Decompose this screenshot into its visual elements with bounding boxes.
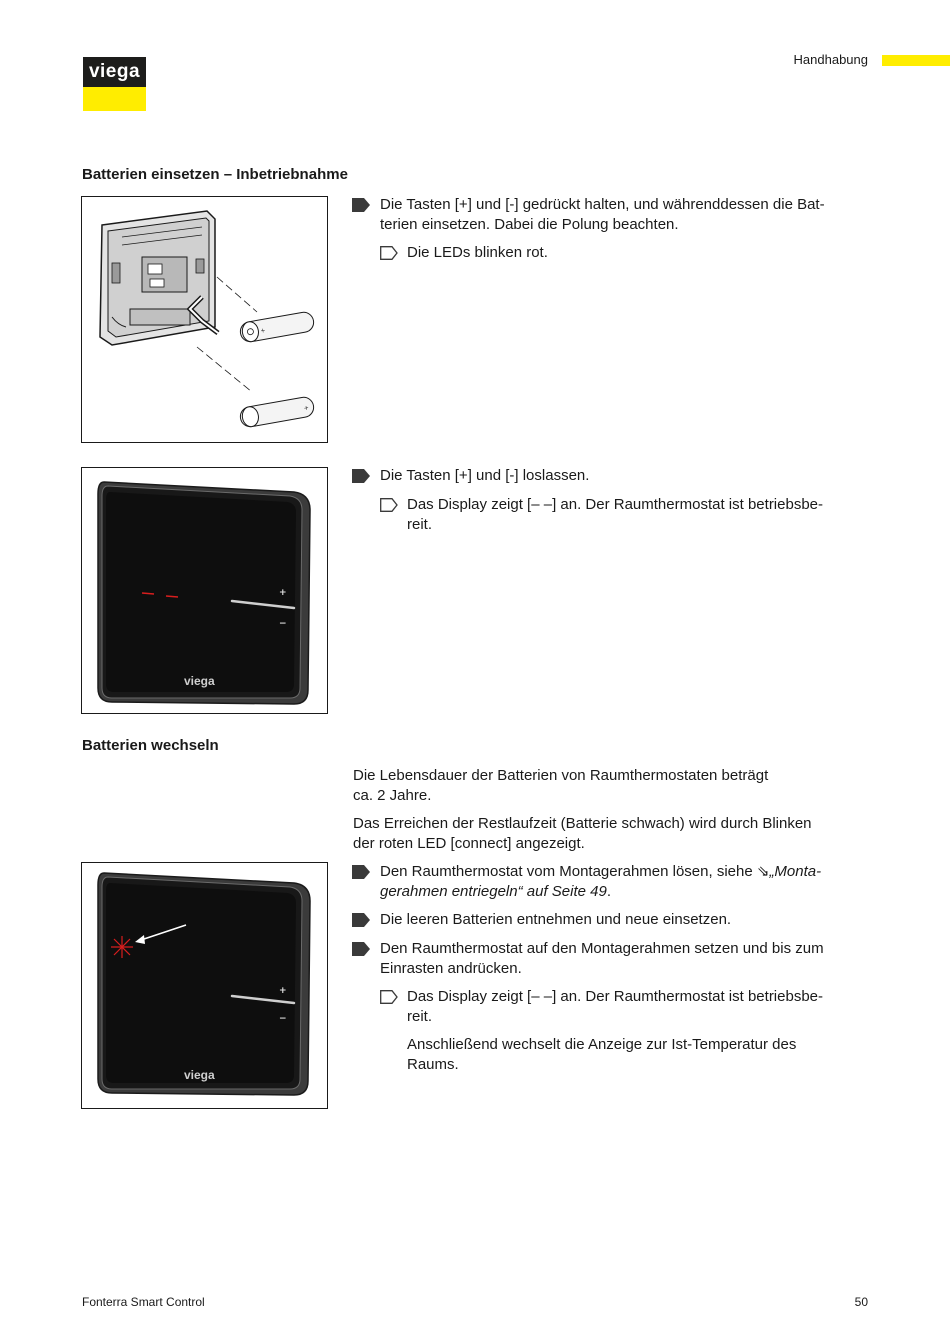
footer-product-name: Fonterra Smart Control — [82, 1295, 205, 1309]
step-detach-thermostat — [380, 862, 875, 901]
result-marker-3 — [380, 990, 398, 1009]
link-arrow-icon: ⇘ — [756, 863, 770, 880]
low-battery-paragraph — [353, 814, 873, 853]
svg-text:+: + — [259, 327, 267, 335]
figure-insert-batteries — [81, 196, 328, 443]
page-reference-link-part1[interactable]: „Monta- — [769, 863, 822, 880]
result-display-ready-line1: Das Display zeigt [– –] an. Der Raumthermostat ist betriebsbe- — [407, 496, 824, 513]
step-reattach-line1: Den Raumthermostat auf den Montagerahmen setzen und bis zum — [380, 940, 824, 957]
result-leds-blink: Die LEDs blinken rot. — [407, 244, 548, 261]
brand-logo-accent — [83, 87, 146, 111]
device-plus-label: + — [279, 986, 287, 996]
note-actual-temperature-line1: Anschließend wechselt die Anzeige zur Ist-Temperatur des — [407, 1036, 797, 1053]
battery-life-line2: ca. 2 Jahre. — [353, 786, 432, 804]
result-display-ready-line2: reit. — [407, 515, 433, 533]
step-reattach-thermostat — [380, 939, 875, 978]
result-arrow-icon — [380, 990, 398, 1004]
step-marker-5 — [352, 942, 370, 961]
battery-life-paragraph — [353, 766, 873, 805]
step-marker-1 — [352, 198, 370, 217]
result-display-ready-2-line1: Das Display zeigt [– –] an. Der Raumthermostat ist betriebsbe- — [407, 988, 824, 1005]
header-accent-bar — [882, 55, 950, 66]
result-arrow-icon — [380, 246, 398, 260]
step-detach-line1: Den Raumthermostat vom Montagerahmen lösen, siehe — [380, 863, 753, 880]
step-marker-2 — [352, 469, 370, 488]
section-title-insert-batteries: Batterien einsetzen – Inbetriebnahme — [82, 166, 348, 183]
step-arrow-icon — [352, 469, 370, 483]
result-display-ready-2-line2: reit. — [407, 1007, 433, 1025]
step-detach-end: . — [606, 882, 611, 900]
device-minus-label: − — [279, 619, 287, 629]
step-release-buttons: Die Tasten [+] und [-] loslassen. — [380, 467, 590, 484]
result-display-ready — [407, 495, 872, 534]
device-logo: viega — [184, 674, 215, 688]
step-replace-batteries: Die leeren Batterien entnehmen und neue einsetzen. — [380, 911, 732, 928]
step-reattach-line2: Einrasten andrücken. — [380, 959, 522, 977]
step-arrow-icon — [352, 913, 370, 927]
device-logo: viega — [184, 1068, 215, 1082]
thermostat-led-illustration — [82, 863, 327, 1108]
blinking-led-icon — [111, 936, 133, 958]
step-arrow-icon — [352, 942, 370, 956]
section-title-change-batteries: Batterien wechseln — [82, 737, 219, 754]
battery-life-line1: Die Lebensdauer der Batterien von Raumthermostaten beträgt — [353, 767, 769, 784]
step-hold-buttons — [380, 195, 870, 234]
battery-insertion-illustration — [82, 197, 327, 442]
page-reference-link-part2[interactable]: gerahmen entriegeln“ auf Seite 49 — [380, 882, 607, 900]
result-arrow-icon — [380, 498, 398, 512]
step-marker-3 — [352, 865, 370, 884]
result-display-ready-2 — [407, 987, 872, 1026]
result-marker-2 — [380, 498, 398, 517]
figure-low-battery-led — [81, 862, 328, 1109]
note-actual-temperature-line2: Raums. — [407, 1055, 459, 1073]
device-minus-label: − — [279, 1014, 287, 1024]
thermostat-front-illustration — [82, 468, 327, 713]
figure-thermostat-display — [81, 467, 328, 714]
header-section-label: Handhabung — [793, 52, 868, 67]
step-arrow-icon — [352, 865, 370, 879]
low-battery-line2: der roten LED [connect] angezeigt. — [353, 834, 585, 852]
device-plus-label: + — [279, 588, 287, 598]
step-marker-4 — [352, 913, 370, 932]
footer-page-number: 50 — [854, 1295, 868, 1309]
low-battery-line1: Das Erreichen der Restlaufzeit (Batterie schwach) wird durch Blinken — [353, 815, 812, 832]
step-hold-buttons-line1: Die Tasten [+] und [-] gedrückt halten, und währenddessen die Bat- — [380, 196, 825, 213]
result-marker-1 — [380, 246, 398, 265]
brand-logo-text: viega — [88, 61, 141, 82]
step-arrow-icon — [352, 198, 370, 212]
svg-text:+: + — [303, 404, 310, 413]
note-actual-temperature — [407, 1035, 872, 1074]
step-hold-buttons-line2: terien einsetzen. Dabei die Polung beachten. — [380, 215, 679, 233]
